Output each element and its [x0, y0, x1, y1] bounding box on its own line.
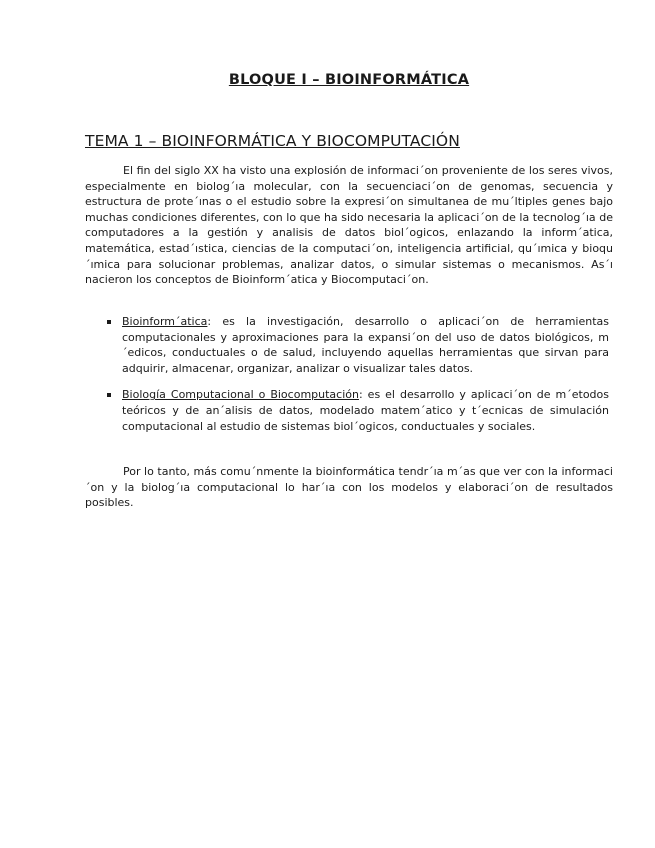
definition-item-bioinformatica	[104, 314, 609, 376]
square-bullet-icon	[107, 393, 111, 397]
definition-text: : es la investigación, desarrollo o aplicaci´on de herramientas computacionales y aproximaciones para la expansi´on del uso de datos biológicos, m´edicos, conductuales o de salud, incluyendo aquellas herramientas que sirvan para adquirir, almacenar, organizar, analizar o visualizar tales datos.	[122, 315, 609, 375]
definition-term: Biología Computacional o Biocomputación	[122, 388, 359, 402]
definition-text: : es el desarrollo y aplicaci´on de m´etodos teóricos y de an´alisis de datos, modelado matem´atico y t´ecnicas de simulación computacional al estudio de sistemas biol´ogicos, conductuales y sociales.	[122, 388, 609, 433]
block-title: BLOQUE I – BIOINFORMÁTICA	[228, 72, 470, 88]
section-title: TEMA 1 – BIOINFORMÁTICA Y BIOCOMPUTACIÓN	[85, 132, 460, 150]
closing-paragraph: Por lo tanto, más comu´nmente la bioinformática tendr´ıa m´as que ver con la informaci´on y la biolog´ıa computacional lo har´ıa con los modelos y elaboraci´on de resultados posibles.	[85, 465, 613, 510]
definition-list	[104, 314, 609, 445]
definition-item-biologia-computacional	[104, 387, 609, 434]
definition-term: Bioinform´atica	[122, 315, 208, 328]
square-bullet-icon	[107, 320, 111, 324]
intro-paragraph: El fin del siglo XX ha visto una explosión de informaci´on proveniente de los seres vivos, especialmente en biolog´ıa molecular, con la secuenciaci´on de genomas, secuencia y estructura de prote´ınas o el estudio sobre la expresi´on simultanea de mu´ltiples genes bajo muchas condiciones diferentes, con lo que ha sido necesaria la aplicaci´on de la tecnolog´ıa de computadores a la gestión y analisis de datos biol´ogicos, enlazando la inform´atica, matemática, estad´ıstica, ciencias de la computaci´on, inteligencia artificial, qu´ımica y bioqu´ımica para solucionar problemas, analizar datos, o simular sistemas o mecanismos. As´ı nacieron los conceptos de Bioinform´atica y Biocomputaci´on.	[85, 164, 613, 287]
